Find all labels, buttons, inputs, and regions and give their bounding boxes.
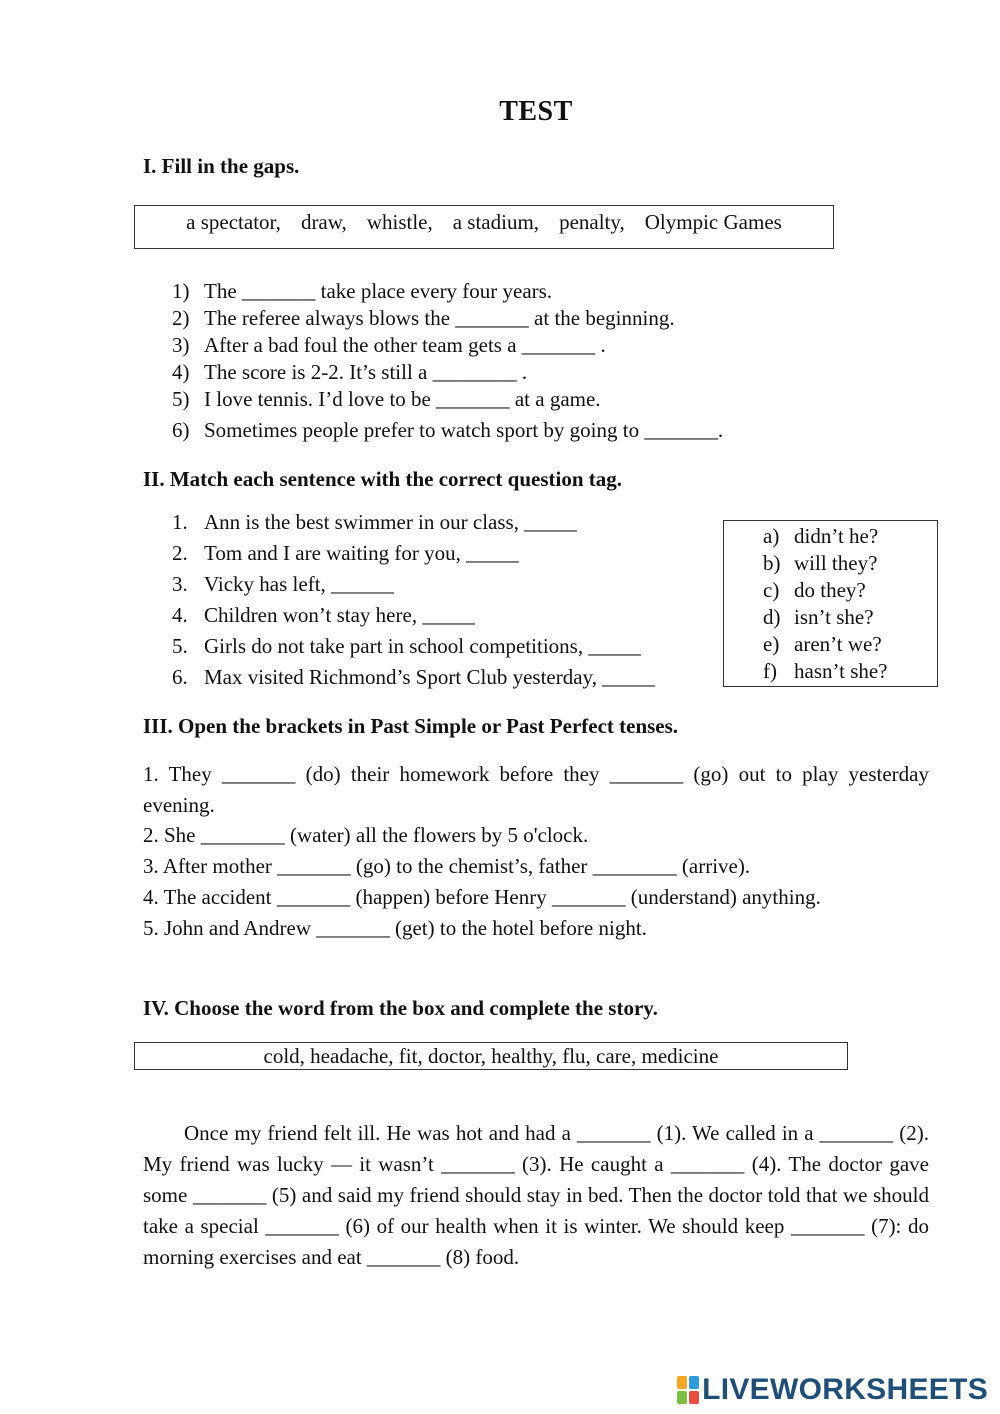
tag-letter: c) [763, 578, 780, 602]
item-number: 2) [172, 306, 190, 330]
item-number: 2. [172, 541, 188, 565]
word-bank-item: Olympic Games [644, 210, 782, 234]
tag-letter: f) [763, 659, 777, 683]
list-item [172, 387, 601, 412]
list-item [172, 634, 641, 659]
item-text: Vicky has left, ______ [204, 572, 395, 596]
tag-text: hasn’t she? [794, 659, 888, 683]
tag-text: do they? [794, 578, 866, 602]
item-text: Ann is the best swimmer in our class, _____ [204, 510, 577, 534]
liveworksheets-logo [677, 1374, 988, 1406]
section-1-heading: I. Fill in the gaps. [143, 154, 300, 178]
list-item [172, 333, 606, 358]
item-text: After a bad foul the other team gets a _______ . [204, 333, 606, 357]
tenses-item-1: 1. They _______ (do) their homework before they _______ (go) out to play yesterday evening. [143, 762, 929, 817]
item-text: Tom and I are waiting for you, _____ [204, 541, 519, 565]
tag-item [763, 605, 874, 630]
item-text: Children won’t stay here, _____ [204, 603, 475, 627]
word-bank-item: whistle, [366, 210, 433, 234]
tenses-item-4: 4. The accident _______ (happen) before Henry _______ (understand) anything. [143, 885, 821, 909]
item-text: The _______ take place every four years. [204, 279, 553, 303]
word-bank-box-2: cold, headache, fit, doctor, healthy, flu, care, medicine [134, 1042, 848, 1070]
item-number: 6. [172, 665, 188, 689]
item-text: Girls do not take part in school competitions, _____ [204, 634, 641, 658]
tag-text: didn’t he? [794, 524, 879, 548]
tag-text: will they? [794, 551, 878, 575]
list-item [172, 306, 675, 331]
item-number: 1) [172, 279, 190, 303]
word-bank-box-1 [134, 205, 834, 249]
item-text: The score is 2-2. It’s still a ________ . [204, 360, 528, 384]
tenses-item-5: 5. John and Andrew _______ (get) to the hotel before night. [143, 916, 647, 940]
list-item [172, 360, 527, 385]
list-item [172, 541, 519, 566]
word-bank-item: a stadium, [452, 210, 540, 234]
item-number: 4) [172, 360, 190, 384]
tag-letter: b) [763, 551, 781, 575]
list-item [172, 572, 394, 597]
tag-text: aren’t we? [794, 632, 882, 656]
tag-item [763, 578, 866, 603]
item-number: 5. [172, 634, 188, 658]
item-number: 5) [172, 387, 190, 411]
list-item [172, 279, 552, 304]
list-item [172, 603, 475, 628]
item-number: 1. [172, 510, 188, 534]
section-4-heading: IV. Choose the word from the box and complete the story. [143, 996, 658, 1020]
page-title: TEST [499, 96, 573, 127]
question-tags-box [723, 520, 938, 687]
story-paragraph: Once my friend felt ill. He was hot and had a _______ (1). We called in a _______ (2). My friend was lucky — it wasn’t _______ (3). He caught a _______ (4). The doctor gave some _______ (5) and said my friend should stay in bed. Then the doctor told that we should take a special _______ (6) of our health when it is winter. We should keep _______ (7): do morning exercises and eat _______ (8) food. [143, 1121, 929, 1269]
tenses-item-2: 2. She ________ (water) all the flowers by 5 o'clock. [143, 823, 589, 847]
liveworksheets-logo-text: LIVEWORKSHEETS [702, 1373, 988, 1406]
item-text: Sometimes people prefer to watch sport by going to _______. [204, 418, 724, 442]
tag-item [763, 659, 888, 684]
tag-letter: e) [763, 632, 780, 656]
word-bank-item: penalty, [559, 210, 625, 234]
word-bank-item: draw, [300, 210, 347, 234]
section-2-heading: II. Match each sentence with the correct question tag. [143, 467, 623, 491]
tag-letter: d) [763, 605, 781, 629]
item-text: I love tennis. I’d love to be _______ at a game. [204, 387, 601, 411]
item-number: 4. [172, 603, 188, 627]
item-number: 3. [172, 572, 188, 596]
list-item [172, 418, 723, 443]
item-number: 3) [172, 333, 190, 357]
tenses-item-3: 3. After mother _______ (go) to the chemist’s, father ________ (arrive). [143, 854, 751, 878]
list-item [172, 665, 655, 690]
tag-letter: a) [763, 524, 780, 548]
tag-item [763, 524, 878, 549]
item-number: 6) [172, 418, 190, 442]
tag-item [763, 551, 877, 576]
item-text: Max visited Richmond’s Sport Club yesterday, _____ [204, 665, 655, 689]
section-3-heading: III. Open the brackets in Past Simple or Past Perfect tenses. [143, 714, 679, 738]
item-text: The referee always blows the _______ at the beginning. [204, 306, 675, 330]
tag-text: isn’t she? [794, 605, 874, 629]
liveworksheets-logo-icon [677, 1376, 699, 1404]
list-item [172, 510, 577, 535]
tag-item [763, 632, 882, 657]
word-bank-item: a spectator, [186, 210, 281, 234]
